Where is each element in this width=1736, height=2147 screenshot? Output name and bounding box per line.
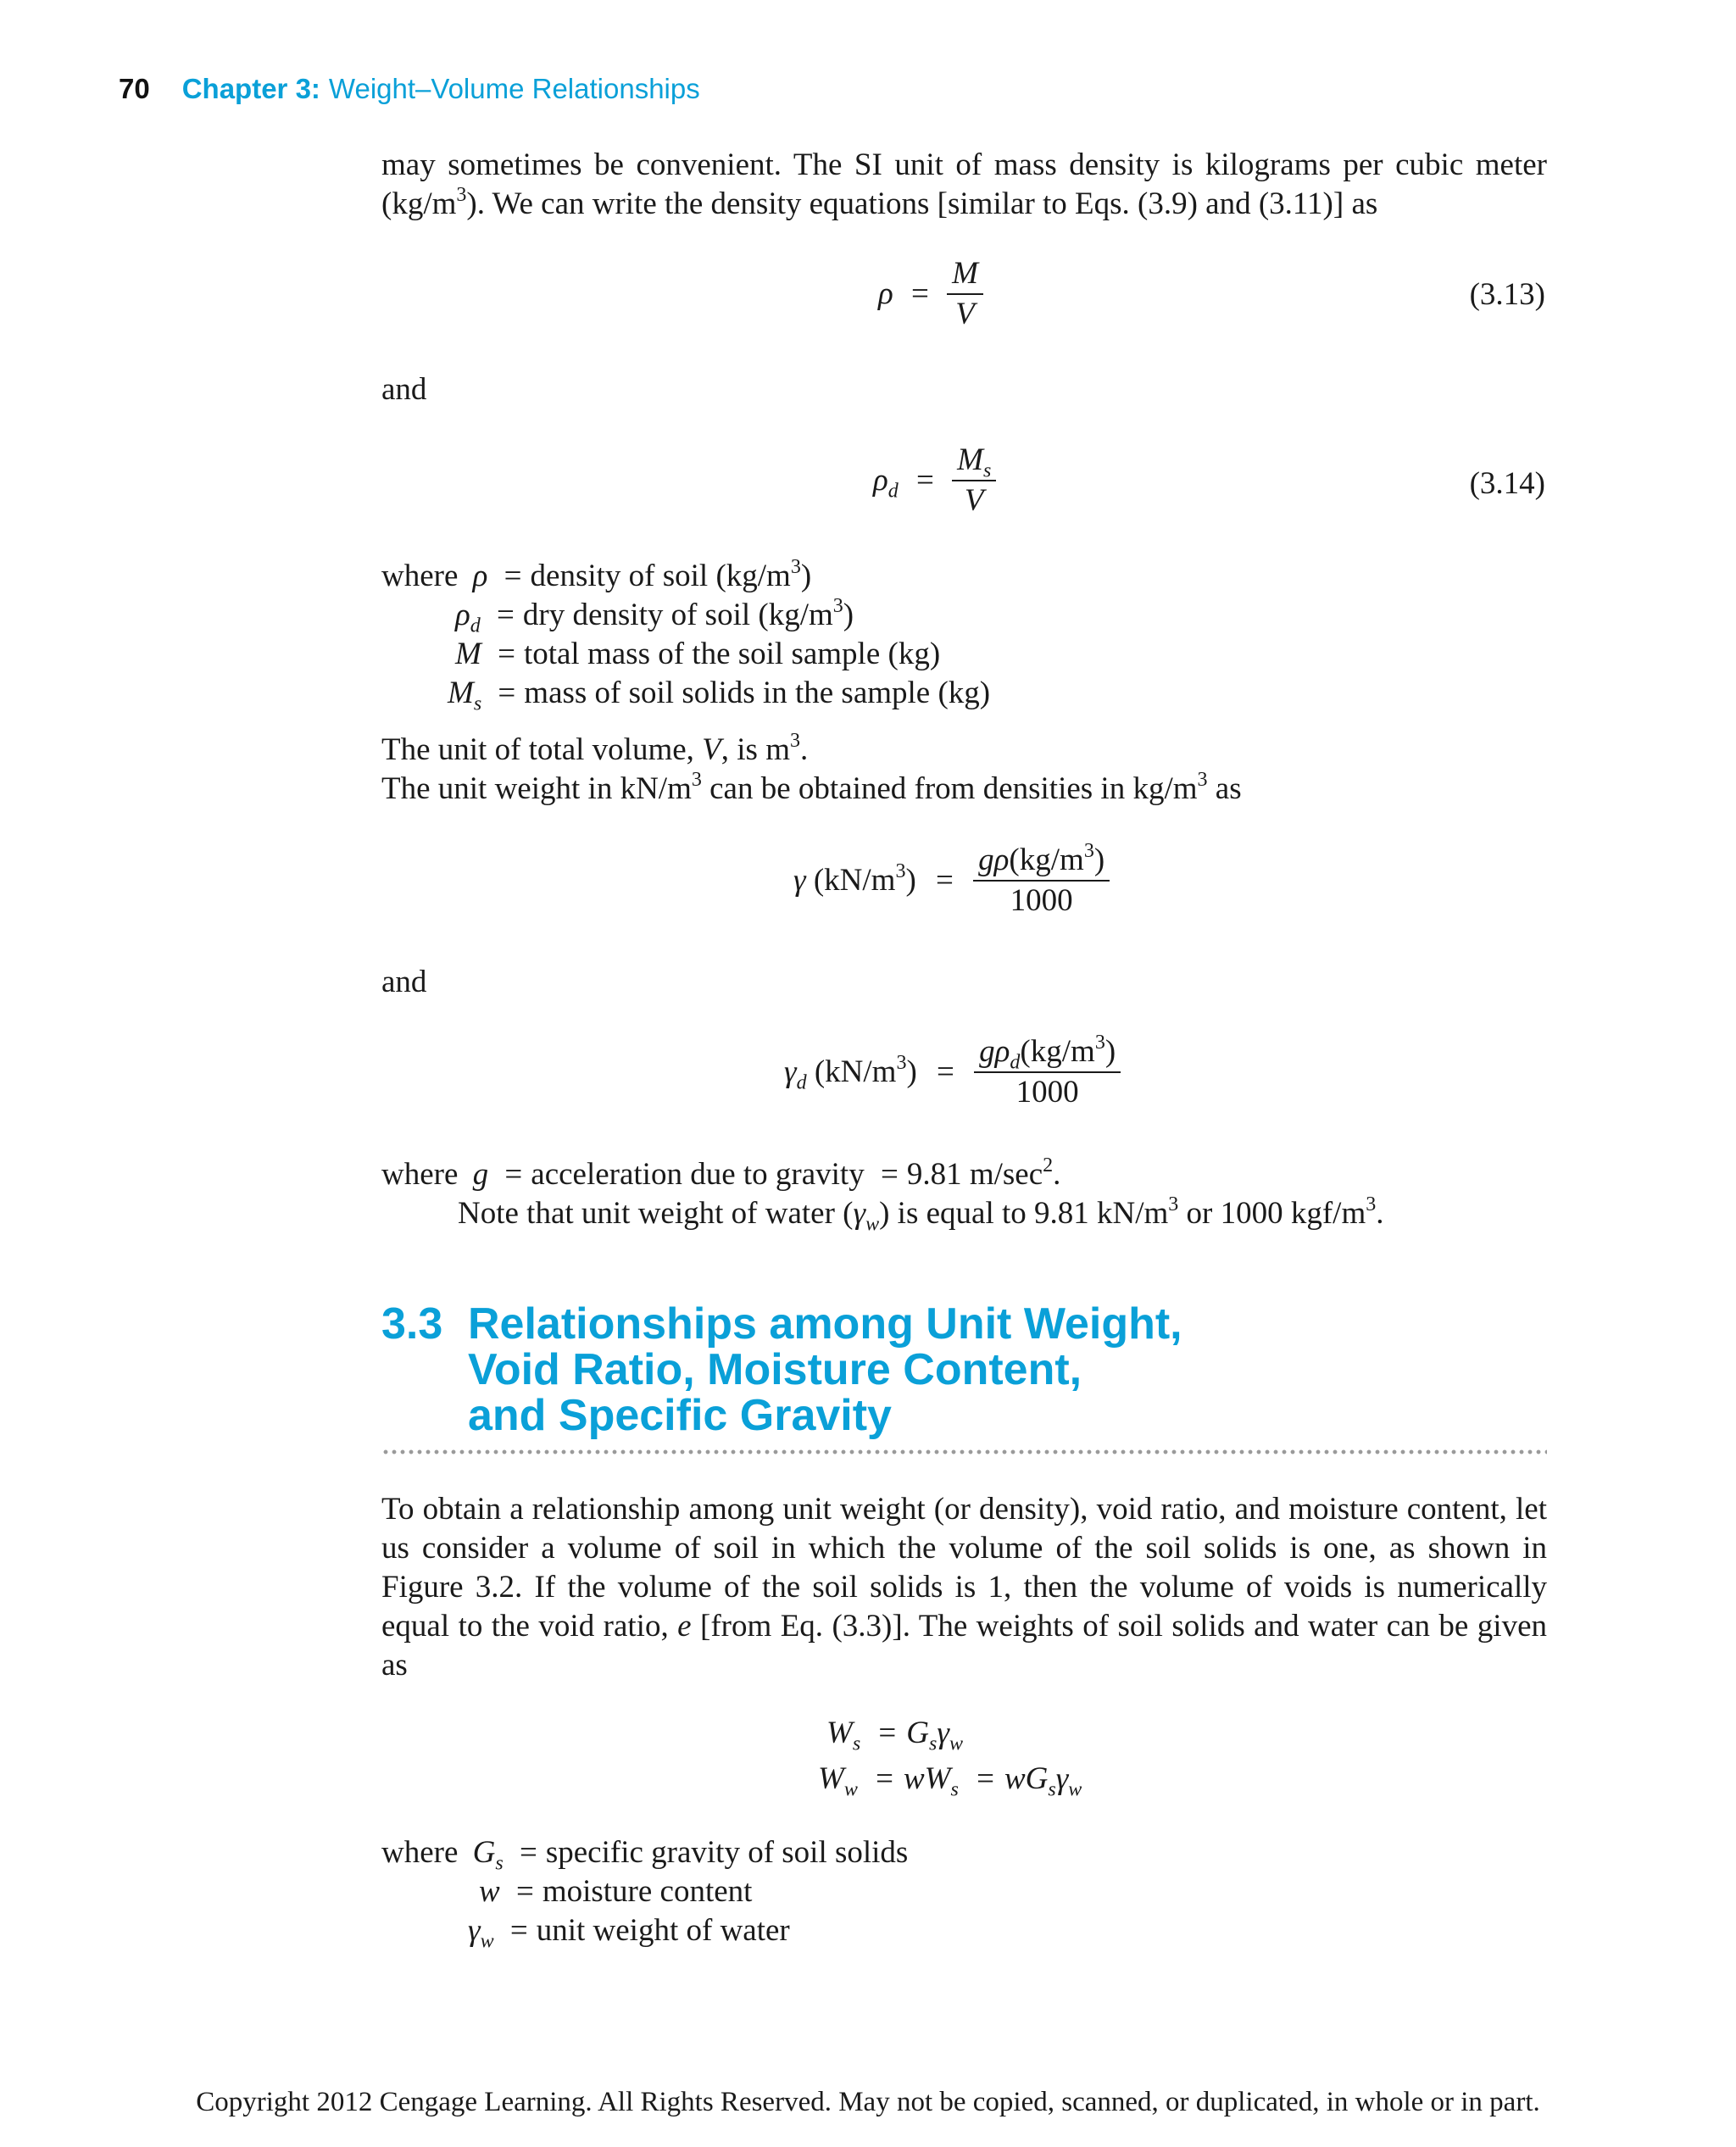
- running-header: [119, 73, 700, 105]
- equation-3-13: ρ = $\frac{M}{V}$: [878, 254, 983, 334]
- chapter-label: Chapter 3:: [181, 73, 320, 104]
- intro-line-1: may sometimes be convenient. The SI unit of mass density is kilograms per cubic meter: [381, 147, 1547, 182]
- definition-row: $M_s$ = mass of soil solids in the sample (kg): [448, 676, 991, 715]
- connector-and: and: [381, 965, 427, 999]
- unit-volume-sentence: The unit of total volume, V, is $m^3$.: [381, 729, 809, 767]
- equation-3-14: $\rho_d$ = $\frac{M_s}{V}$: [873, 441, 996, 520]
- fraction: $\frac{M}{V}$: [947, 254, 983, 334]
- connector-and: and: [381, 372, 427, 407]
- definition-row: $\rho_d$ = dry density of soil $(kg/m^3)$: [455, 594, 854, 637]
- chapter-title: Weight–Volume Relationships: [328, 73, 700, 104]
- definition-row: w = moisture content: [479, 1874, 753, 1909]
- intro-line-2: $(kg/m^3)$. We can write the density equations [similar to Eqs. (3.9) and (3.11)] as: [381, 183, 1378, 221]
- unit-weight-sentence: The unit weight in $kN/m^3$ can be obtained from densities in $kg/m^3$ as: [381, 768, 1242, 806]
- equation-weight-solids: $W_s = G_s\gamma_w$: [826, 1716, 963, 1755]
- water-unit-weight-note: Note that unit weight of water $(\gamma_w)$ is equal to 9.81 $kN/m^3$ or 1000 kgf/$m^3$.: [458, 1193, 1384, 1236]
- fraction: $\frac{M_s}{V}$: [952, 441, 996, 520]
- equation-dry-unit-weight: $\gamma_d$ $(kN/m^3)$ = $\frac{g\rho_d(kg/m^3)}{1000}$: [784, 1032, 1121, 1112]
- copyright-notice: Copyright 2012 Cengage Learning. All Rights Reserved. May not be copied, scanned, or duplicated, in whole or in part.: [196, 2087, 1540, 2117]
- section-divider: [381, 1449, 1547, 1455]
- equation-unit-weight: γ $(kN/m^3)$ = $\frac{g\rho(kg/m^3)}{1000}$: [793, 841, 1110, 921]
- fraction: $\frac{g\rho_d(kg/m^3)}{1000}$: [974, 1032, 1121, 1112]
- equation-weight-water: $W_w = wW_s = wG_s\gamma_w$: [818, 1761, 1082, 1801]
- page-number: 70: [119, 73, 150, 104]
- relationship-paragraph: To obtain a relationship among unit weight (or density), void ratio, and moisture content, let us consider a volume of soil in which the volume of the soil solids is one, as shown in Figure 3.2. If the volume of the soil solids is 1, then the volume of voids is numerically equal to the void ratio, e [from Eq. (3.3)]. The weights of soil solids and water can be given as: [381, 1492, 1547, 1683]
- equation-number-3-13: (3.13): [1469, 277, 1545, 312]
- definition-row: $\gamma_w$ = unit weight of water: [468, 1913, 790, 1953]
- equation-number-3-14: (3.14): [1469, 466, 1545, 501]
- fraction: $\frac{g\rho(kg/m^3)}{1000}$: [973, 841, 1110, 921]
- gravity-definition: where g = acceleration due to gravity = 9.81 $m/\sec^2$.: [381, 1154, 1061, 1192]
- section-heading: 3.3 Relationships among Unit Weight, Void Ratio, Moisture Content, and Specific Gravity: [381, 1299, 1182, 1440]
- definition-row: where $G_s$ = specific gravity of soil solids: [381, 1835, 909, 1875]
- section-number: 3.3: [381, 1299, 443, 1349]
- definition-row: where ρ = density of soil $(kg/m^3)$: [381, 555, 812, 593]
- definition-row: M = total mass of the soil sample (kg): [455, 637, 941, 671]
- intro-paragraph: [381, 146, 1547, 224]
